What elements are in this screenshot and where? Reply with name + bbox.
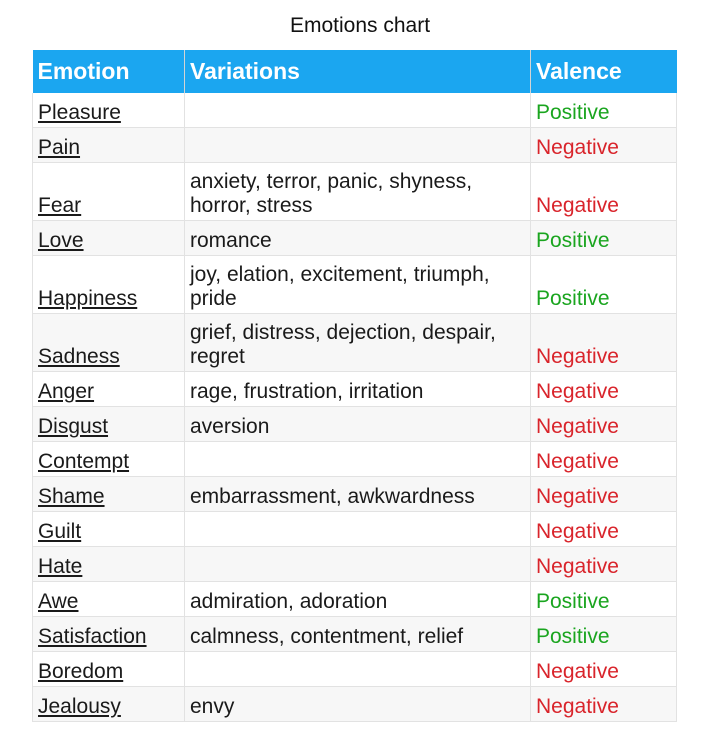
valence-cell: Negative [531,512,677,547]
emotion-link[interactable]: Awe [38,590,79,613]
table-row [33,582,677,617]
emotion-cell[interactable] [33,93,185,128]
valence-cell: Negative [531,652,677,687]
emotion-cell[interactable] [33,477,185,512]
valence-cell: Negative [531,128,677,163]
emotion-cell[interactable] [33,582,185,617]
emotions-table [32,50,677,722]
valence-cell: Negative [531,163,677,221]
variations-cell: anxiety, terror, panic, shyness, horror, stress [185,163,531,221]
variations-cell [185,652,531,687]
valence-cell: Positive [531,582,677,617]
table-row [33,512,677,547]
emotion-cell[interactable] [33,547,185,582]
emotion-link[interactable]: Sadness [38,345,120,368]
variations-cell: romance [185,221,531,256]
table-header-row [33,50,677,93]
table-row [33,617,677,652]
table-row [33,547,677,582]
table-row [33,128,677,163]
emotion-cell[interactable] [33,442,185,477]
emotion-cell[interactable] [33,407,185,442]
emotion-link[interactable]: Anger [38,380,95,403]
emotion-link[interactable]: Happiness [38,287,138,310]
valence-cell: Negative [531,372,677,407]
valence-cell: Negative [531,687,677,722]
emotion-cell[interactable] [33,687,185,722]
emotion-cell[interactable] [33,256,185,314]
emotion-link[interactable]: Fear [38,194,82,217]
variations-cell: embarrassment, awkwardness [185,477,531,512]
table-body [33,93,677,722]
variations-cell [185,512,531,547]
table-row [33,477,677,512]
valence-cell: Negative [531,477,677,512]
emotion-cell[interactable] [33,652,185,687]
table-row [33,687,677,722]
table-row [33,372,677,407]
emotion-link[interactable]: Pleasure [38,101,121,124]
table-row [33,256,677,314]
emotion-link[interactable]: Guilt [38,520,82,543]
valence-cell: Negative [531,547,677,582]
table-row [33,407,677,442]
valence-cell: Positive [531,617,677,652]
emotion-cell[interactable] [33,617,185,652]
emotion-link[interactable]: Hate [38,555,83,578]
emotion-cell[interactable] [33,314,185,372]
valence-cell: Negative [531,314,677,372]
emotion-link[interactable]: Jealousy [38,695,121,718]
emotion-cell[interactable] [33,163,185,221]
valence-cell: Negative [531,442,677,477]
variations-cell: calmness, contentment, relief [185,617,531,652]
valence-cell: Positive [531,256,677,314]
emotion-link[interactable]: Pain [38,136,81,159]
table-row [33,163,677,221]
emotion-link[interactable]: Boredom [38,660,124,683]
emotion-link[interactable]: Shame [38,485,105,508]
valence-cell: Positive [531,93,677,128]
emotion-cell[interactable] [33,221,185,256]
variations-cell [185,128,531,163]
column-header-valence: Valence [531,50,677,93]
variations-cell: envy [185,687,531,722]
column-header-emotion: Emotion [33,50,185,93]
table-row [33,221,677,256]
page-title: Emotions chart [289,14,431,37]
variations-cell: rage, frustration, irritation [185,372,531,407]
emotion-link[interactable]: Disgust [38,415,109,438]
table-row [33,93,677,128]
variations-cell [185,93,531,128]
emotion-cell[interactable] [33,372,185,407]
table-row [33,652,677,687]
emotion-link[interactable]: Love [38,229,84,252]
table-row [33,442,677,477]
variations-cell [185,442,531,477]
variations-cell: joy, elation, excitement, triumph, pride [185,256,531,314]
emotion-cell[interactable] [33,512,185,547]
variations-cell: aversion [185,407,531,442]
variations-cell [185,547,531,582]
variations-cell: grief, distress, dejection, despair, regret [185,314,531,372]
valence-cell: Positive [531,221,677,256]
emotion-link[interactable]: Contempt [38,450,130,473]
emotion-link[interactable]: Satisfaction [38,625,147,648]
table-row [33,314,677,372]
column-header-variations: Variations [185,50,531,93]
emotion-cell[interactable] [33,128,185,163]
valence-cell: Negative [531,407,677,442]
variations-cell: admiration, adoration [185,582,531,617]
